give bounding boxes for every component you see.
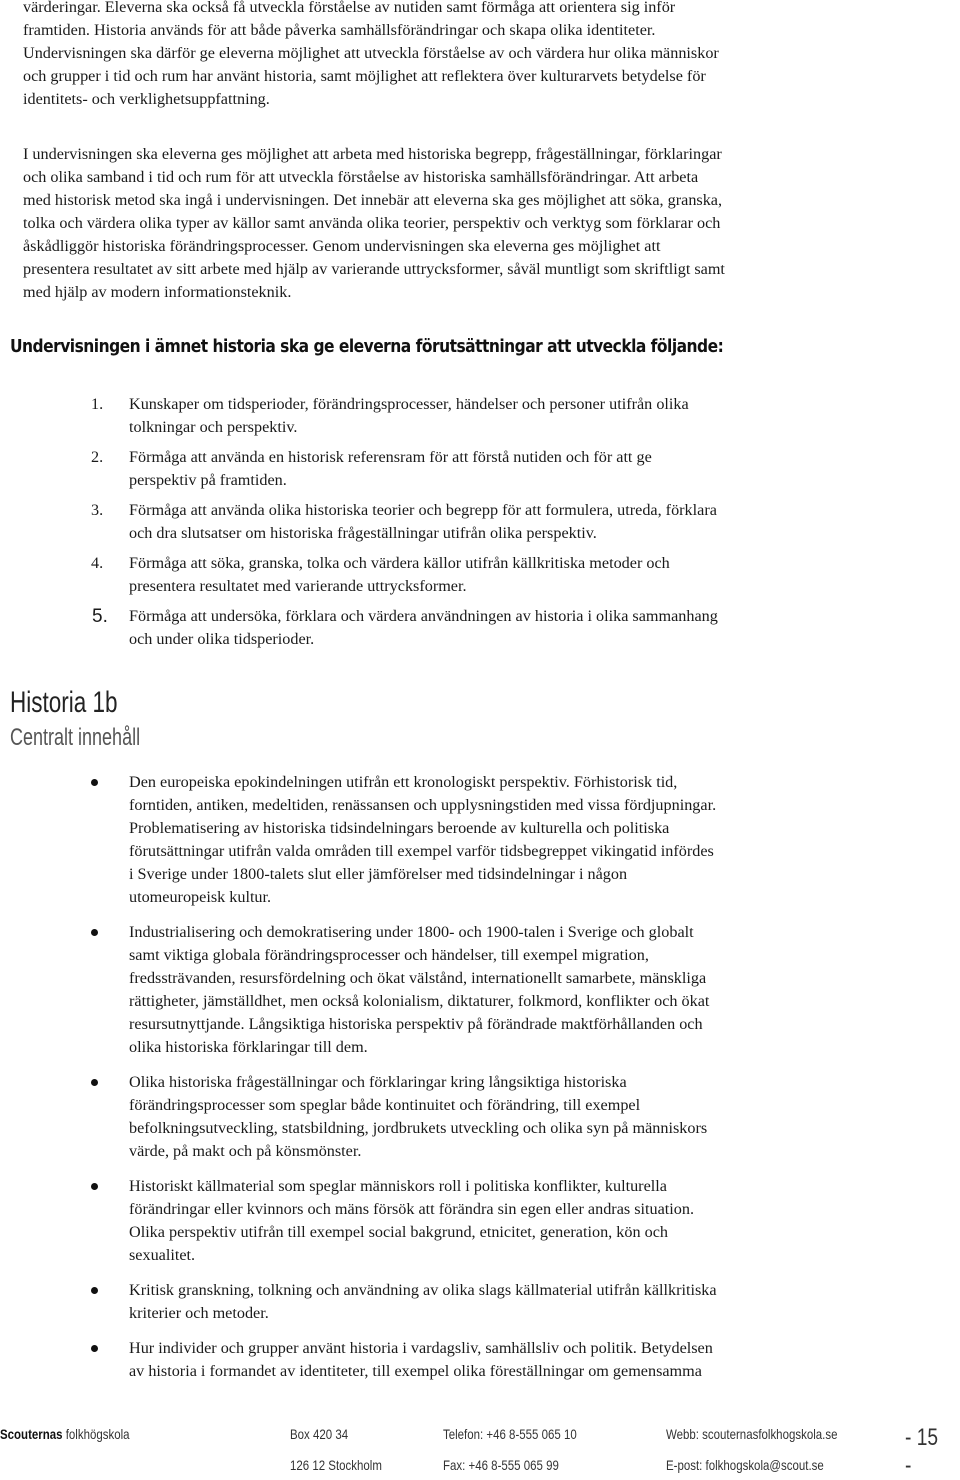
footer-brand xyxy=(0,1426,130,1442)
goal-number: 4. xyxy=(91,554,104,572)
content-item xyxy=(86,921,852,1059)
text-line: framtiden. Historia används för att både påverka samhällsförändringar och skapa olika identiteter. xyxy=(23,21,656,39)
text-line: Olika historiska frågeställningar och förklaringar kring långsiktiga historiska xyxy=(129,1073,627,1091)
bullet-icon xyxy=(91,1345,98,1352)
text-line: fredssträvanden, resursfördelning och ökat välstånd, internationellt samarbete, mänskliga xyxy=(129,969,707,987)
goal-item xyxy=(86,446,886,492)
text-line: förutsättningar utifrån valda områden till exempel varför tidsbegreppet vikingatid infördes xyxy=(129,842,714,860)
text-line: Förmåga att använda olika historiska teorier och begrepp för att formulera, utreda, förklara xyxy=(129,501,717,519)
text-line: förändringsprocesser som speglar både kontinuitet och förändring, till exempel xyxy=(129,1096,641,1114)
text-line: Hur individer och grupper använt historia i vardagsliv, samhällsliv och politik. Betydelsen xyxy=(129,1339,713,1357)
central-content-list xyxy=(86,771,852,1395)
content-item xyxy=(86,1175,852,1267)
text-line: Industrialisering och demokratisering under 1800- och 1900-talen i Sverige och globalt xyxy=(129,923,694,941)
goal-item xyxy=(86,499,886,545)
goal-item xyxy=(86,393,886,439)
text-line: olika historiska förklaringar till dem. xyxy=(129,1038,368,1056)
footer-brand-rest: folkhögskola xyxy=(62,1426,130,1442)
text-line: identitets- och verklighetsuppfattning. xyxy=(23,90,270,108)
footer-city: 126 12 Stockholm xyxy=(290,1457,382,1473)
footer-phone: Telefon: +46 8-555 065 10 xyxy=(443,1426,577,1442)
footer-brand-strong: Scouternas xyxy=(0,1426,63,1442)
text-line: Problematisering av historiska tidsindelningars beroende av kulturella och politiska xyxy=(129,819,670,837)
text-line: med historisk metod ska ingå i undervisningen. Det innebär att eleverna ska ges möjlighet att söka, granska, xyxy=(23,191,723,209)
goal-number: 5. xyxy=(92,606,108,627)
text-line: och dra slutsatser om historiska frågeställningar utifrån olika perspektiv. xyxy=(129,524,597,542)
goal-number: 2. xyxy=(91,448,104,466)
footer-email-link[interactable]: E-post: folkhogskola@scout.se xyxy=(666,1457,824,1473)
text-line: rättigheter, jämställdhet, men också kolonialism, diktaturer, folkmord, konflikter och ökat xyxy=(129,992,710,1010)
method-paragraph xyxy=(23,143,883,304)
text-line: Förmåga att söka, granska, tolka och värdera källor utifrån källkritiska metoder och xyxy=(129,554,670,572)
text-line: sexualitet. xyxy=(129,1246,196,1264)
text-line: Historiskt källmaterial som speglar människors roll i politiska konflikter, kulturella xyxy=(129,1177,667,1195)
text-line: av historia i formandet av identiteter, till exempel olika föreställningar om gemensamma xyxy=(129,1362,702,1380)
footer-web-link[interactable]: Webb: scouternasfolkhogskola.se xyxy=(666,1426,838,1442)
goal-number: 3. xyxy=(91,501,104,519)
content-item xyxy=(86,1337,852,1383)
course-title: Historia 1b xyxy=(10,686,118,719)
goal-item xyxy=(86,552,886,598)
text-line: samt viktiga globala förändringsprocesser och händelser, till exempel migration, xyxy=(129,946,649,964)
content-item xyxy=(86,1279,852,1325)
bullet-icon xyxy=(91,1079,98,1086)
text-line: I undervisningen ska eleverna ges möjlighet att arbeta med historiska begrepp, frågeställningar, förklaringar xyxy=(23,145,722,163)
text-line: presentera resultatet av sitt arbete med hjälp av varierande uttrycksformer, såväl muntligt som skriftligt samt xyxy=(23,260,725,278)
goals-list xyxy=(86,393,886,658)
text-line: Undervisningen ska därför ge eleverna möjlighet att utveckla förståelse av och värdera hur olika människor xyxy=(23,44,719,62)
text-line: och olika samband i tid och rum för att utveckla förståelse av historiska samhällsförändringar. Att arbeta xyxy=(23,168,699,186)
text-line: tolkningar och perspektiv. xyxy=(129,418,298,436)
text-line: perspektiv på framtiden. xyxy=(129,471,287,489)
text-line: och under olika tidsperioder. xyxy=(129,630,315,648)
footer-fax: Fax: +46 8-555 065 99 xyxy=(443,1457,559,1473)
text-line: värde, på makt och på könsmönster. xyxy=(129,1142,362,1160)
intro-paragraph xyxy=(23,0,883,111)
footer-box: Box 420 34 xyxy=(290,1426,349,1442)
text-line: Förmåga att använda en historisk referensram för att förstå nutiden och för att ge xyxy=(129,448,652,466)
text-line: tolka och värdera olika typer av källor samt använda olika teorier, perspektiv och verktyg som förklarar och xyxy=(23,214,721,232)
content-item xyxy=(86,771,852,909)
text-line: presentera resultatet med varierande uttrycksformer. xyxy=(129,577,467,595)
page-footer xyxy=(0,1420,960,1478)
text-line: Kritisk granskning, tolkning och användning av olika slags källmaterial utifrån källkritiska xyxy=(129,1281,717,1299)
goal-number: 1. xyxy=(91,395,104,413)
text-line: och grupper i tid och rum har använt historia, samt möjlighet att reflektera över kulturarvets betydelse för xyxy=(23,67,706,85)
bullet-icon xyxy=(91,929,98,936)
content-item xyxy=(86,1071,852,1163)
text-line: forntiden, antiken, medeltiden, renässansen och upplysningstiden med vissa fördjupningar. xyxy=(129,796,717,814)
goal-item xyxy=(86,605,886,651)
bullet-icon xyxy=(91,779,98,786)
text-line: resursutnyttjande. Långsiktiga historiska perspektiv på förändrade maktförhållanden och xyxy=(129,1015,703,1033)
bullet-icon xyxy=(91,1287,98,1294)
text-line: Kunskaper om tidsperioder, förändringsprocesser, händelser och personer utifrån olika xyxy=(129,395,689,413)
text-line: förändringar eller kvinnors och mäns försök att förändra sin egen eller andras situation. xyxy=(129,1200,695,1218)
text-line: Den europeiska epokindelningen utifrån ett kronologiskt perspektiv. Förhistorisk tid, xyxy=(129,773,678,791)
bullet-icon xyxy=(91,1183,98,1190)
text-line: åskådliggör historiska förändringsprocesser. Genom undervisningen ska eleverna ges möjlighet att xyxy=(23,237,661,255)
text-line: värderingar. Eleverna ska också få utveckla förståelse av nutiden samt förmåga att orientera sig inför xyxy=(23,0,676,16)
text-line: kriterier och metoder. xyxy=(129,1304,269,1322)
goals-heading: Undervisningen i ämnet historia ska ge eleverna förutsättningar att utveckla följande: xyxy=(10,336,724,357)
text-line: Förmåga att undersöka, förklara och värdera användningen av historia i olika sammanhang xyxy=(129,607,718,625)
text-line: utomeuropeisk kultur. xyxy=(129,888,272,906)
course-subtitle: Centralt innehåll xyxy=(10,724,141,751)
page-number: - 15 - xyxy=(905,1424,939,1479)
text-line: befolkningsutveckling, statsbildning, jordbrukets utveckling och olika syn på människors xyxy=(129,1119,708,1137)
text-line: Olika perspektiv utifrån till exempel social bakgrund, etnicitet, generation, kön och xyxy=(129,1223,668,1241)
text-line: med hjälp av modern informationsteknik. xyxy=(23,283,292,301)
text-line: i Sverige under 1800-talets slut eller jämförelser med tidsindelningar i någon xyxy=(129,865,628,883)
